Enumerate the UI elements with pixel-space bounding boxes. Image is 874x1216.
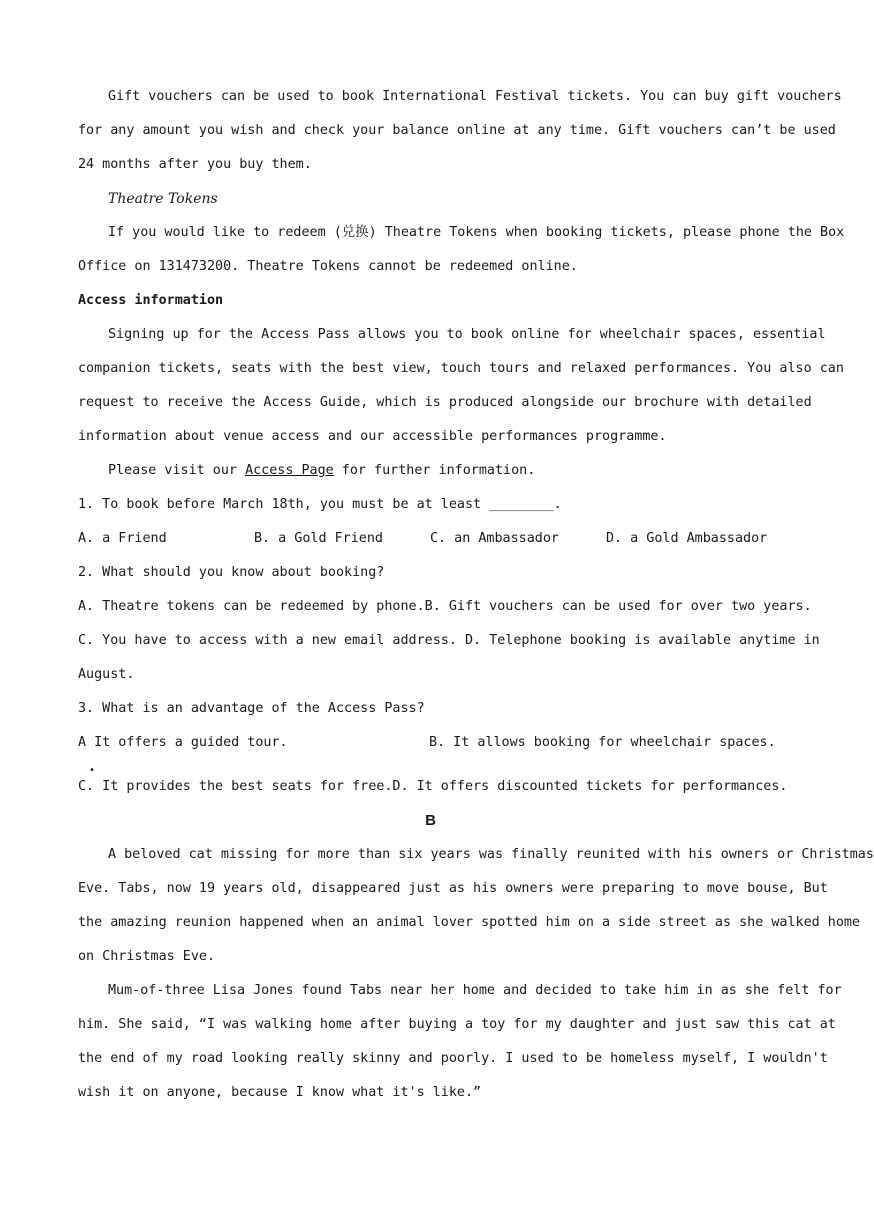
tokens-line-1: If you would like to redeem (兑换) Theatre Tokens when booking tickets, please phone the Box: [108, 225, 845, 240]
question-2-options-ab: [78, 590, 812, 624]
b-p1-line-3: the amazing reunion happened when an animal lover spotted him on a side street as she walked home: [78, 915, 860, 930]
option-d[interactable]: D. It offers discounted tickets for performances.: [392, 779, 788, 794]
access-heading: Access information: [78, 293, 224, 308]
option-d[interactable]: D. a Gold Ambassador: [606, 531, 768, 546]
b-p2-line-4: wish it on anyone, because I know what it's like.”: [78, 1085, 482, 1100]
vouchers-line-3: 24 months after you buy them.: [78, 157, 312, 172]
option-a[interactable]: A. Theatre tokens can be redeemed by phone.: [78, 599, 425, 614]
vouchers-line-2: for any amount you wish and check your balance online at any time. Gift vouchers can’t be used: [78, 123, 836, 138]
option-b[interactable]: B. It allows booking for wheelchair spaces.: [429, 735, 776, 750]
b-p2-line-2: him. She said, “I was walking home after buying a toy for my daughter and just saw this cat at: [78, 1017, 836, 1032]
b-p1-line-1: A beloved cat missing for more than six years was finally reunited with his owners or Christmas: [108, 847, 874, 862]
visit-text-post: for further information.: [333, 463, 536, 478]
option-c[interactable]: C. It provides the best seats for free.: [78, 779, 393, 794]
option-c[interactable]: C. an Ambassador: [430, 531, 559, 546]
tokens-line-2: Office on 131473200. Theatre Tokens cannot be redeemed online.: [78, 259, 578, 274]
option-c[interactable]: C. You have to access with a new email address.: [78, 633, 457, 648]
visit-text-pre: Please visit our: [108, 463, 246, 478]
vouchers-line-1: Gift vouchers can be used to book International Festival tickets. You can buy gift vouchers: [108, 89, 842, 104]
tokens-heading: Theatre Tokens: [108, 191, 218, 207]
access-line-1: Signing up for the Access Pass allows you to book online for wheelchair spaces, essential: [108, 327, 826, 342]
document-page: [78, 80, 874, 1110]
option-b[interactable]: B. Gift vouchers can be used for over two years.: [424, 599, 812, 614]
access-page-link[interactable]: Access Page: [245, 463, 334, 478]
section-b-title: B: [425, 812, 436, 829]
question-3-options-ab: [78, 726, 783, 776]
question-2-options-cd: [78, 624, 820, 658]
b-p1-line-4: on Christmas Eve.: [78, 949, 216, 964]
access-line-4: information about venue access and our accessible performances programme.: [78, 429, 667, 444]
question-3-stem: 3. What is an advantage of the Access Pass?: [78, 701, 425, 716]
question-2-stem: 2. What should you know about booking?: [78, 565, 385, 580]
b-p2-line-1: Mum-of-three Lisa Jones found Tabs near her home and decided to take him in as she felt for: [108, 983, 842, 998]
dot-mark-icon: •: [89, 765, 96, 776]
option-b[interactable]: B. a Gold Friend: [254, 531, 383, 546]
option-a[interactable]: A It offers a guided tour.: [78, 735, 288, 750]
b-p1-line-2: Eve. Tabs, now 19 years old, disappeared just as his owners were preparing to move bouse, But: [78, 881, 828, 896]
access-line-3: request to receive the Access Guide, which is produced alongside our brochure with detailed: [78, 395, 812, 410]
access-line-2: companion tickets, seats with the best view, touch tours and relaxed performances. You also can: [78, 361, 844, 376]
option-a[interactable]: A. a Friend: [78, 531, 167, 546]
option-d-continued: August.: [78, 667, 135, 682]
question-3-options-cd: [78, 770, 788, 804]
question-1-options: [78, 522, 783, 556]
question-1-stem: 1. To book before March 18th, you must be at least ________.: [78, 497, 562, 512]
option-d[interactable]: D. Telephone booking is available anytime in: [464, 633, 820, 648]
b-p2-line-3: the end of my road looking really skinny and poorly. I used to be homeless myself, I wouldn't: [78, 1051, 828, 1066]
access-visit-line: [78, 454, 783, 488]
